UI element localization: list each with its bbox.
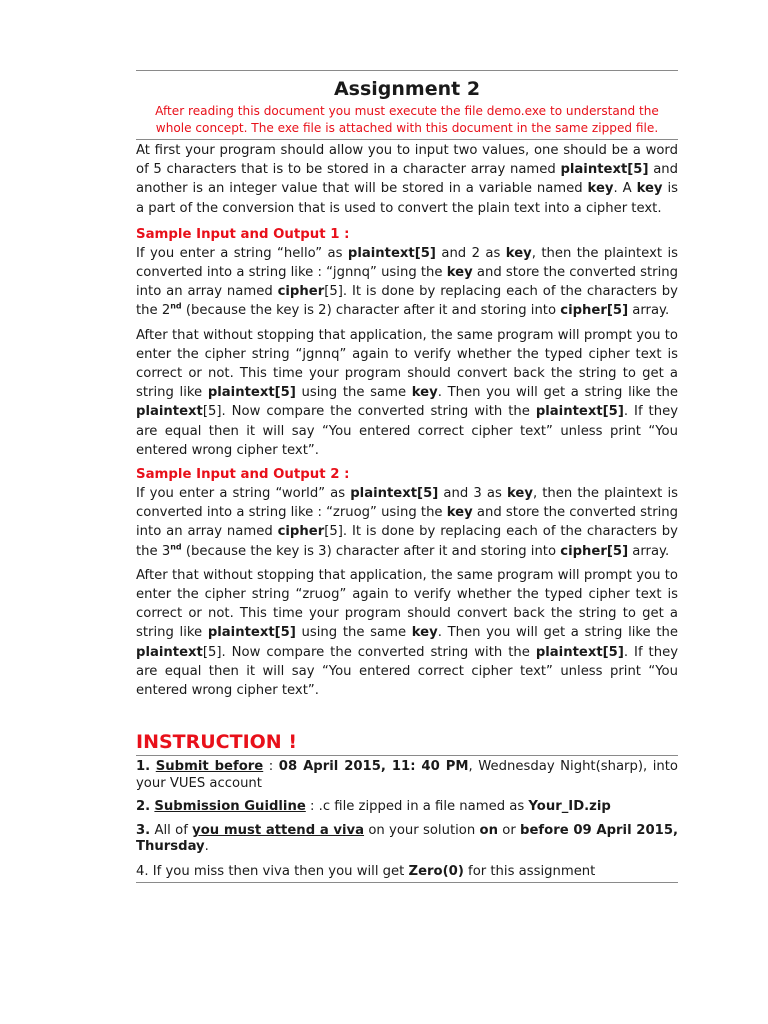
text: If you enter a string “hello” as: [136, 245, 348, 261]
text: , then the plaintext is converted into a string like : “jgnnq” using the: [136, 245, 679, 281]
text: After that without stopping that application, the same program will prompt you to enter the cipher string “jgnnq” again to verify whether the typed cipher text is correct or not. This time your program should convert back the string to get a string like: [136, 327, 678, 401]
instruction-item-4: [136, 864, 678, 881]
text: .: [204, 839, 209, 855]
bold-text: plaintext[5]: [535, 644, 624, 660]
bold-text: cipher: [277, 524, 325, 540]
sample-2-paragraph-2: [136, 566, 678, 700]
text: , then the plaintext is converted into a string like : “zruog” using the: [136, 486, 678, 521]
text: . Then you will get a string like the: [437, 625, 678, 641]
text: . If they are equal then it will say “You entered correct cipher text” unless print “You entered wrong cipher text”.: [136, 404, 678, 458]
text: If you enter a string “world” as: [136, 486, 351, 502]
note-rule: [136, 139, 678, 140]
bold-text: key: [505, 245, 532, 261]
bold-text: on: [479, 822, 498, 838]
bold-text: before 09 April 2015, Thursday: [136, 822, 679, 855]
text: After that without stopping that application, the same program will prompt you to enter the cipher string “zruog” again to verify whether the typed cipher text is correct or not. This time your program should convert back the string to get a string like: [136, 567, 678, 641]
text: and 3 as: [438, 486, 507, 502]
text: 4. If you miss then viva then you will get: [136, 863, 409, 879]
instruction-heading: INSTRUCTION !: [136, 731, 297, 754]
bold-text: key: [446, 265, 473, 281]
bold-text: plaintext[5]: [207, 385, 296, 401]
bottom-rule: [136, 882, 678, 883]
intro-text: . A: [613, 181, 637, 197]
intro-text: At first your program should allow you to input two values, one should be a word of 5 characters that is to be stored in a character array named: [136, 143, 678, 178]
text: [5]. Now compare the converted string with the: [202, 404, 536, 420]
text: . Then you will get a string like the: [437, 385, 678, 401]
page-title: Assignment 2: [333, 78, 481, 100]
note-line-1: After reading this document you must execute the file demo.exe to understand the: [155, 104, 659, 118]
bold-text: plaintext: [136, 644, 203, 660]
text: array.: [628, 303, 670, 319]
bold-text: plaintext: [136, 404, 203, 420]
bold-text: plaintext[5]: [535, 404, 624, 420]
text: and 2 as: [435, 245, 506, 261]
bold-text: key: [411, 625, 438, 641]
document-page: [136, 70, 678, 883]
intro-text: is a part of the conversion that is used to convert the plain text into a cipher text.: [136, 181, 678, 216]
text: using the same: [295, 625, 412, 641]
bold-text: Zero(0): [408, 863, 464, 879]
item-number: 3.: [136, 822, 151, 838]
bold-text: key: [446, 505, 473, 521]
intro-bold: plaintext[5]: [560, 162, 649, 178]
text: and store the converted string into an array named: [136, 265, 678, 300]
item-label: Submission Guidline: [154, 799, 306, 815]
text: and store the converted string into an array named: [136, 505, 679, 540]
text: All of: [150, 822, 193, 838]
item-number: 1.: [136, 759, 151, 775]
text: on your solution: [364, 822, 480, 838]
text: array.: [628, 543, 670, 559]
text: or: [497, 822, 521, 838]
text: [5]. It is done by replacing each of the characters by the 2: [136, 284, 678, 319]
text: using the same: [295, 385, 412, 401]
bold-text: plaintext[5]: [347, 245, 436, 261]
sample-1-paragraph-2: [136, 326, 678, 460]
text: : .c file zipped in a file named as: [305, 799, 529, 815]
text: [5]. Now compare the converted string with the: [202, 644, 536, 660]
bold-text: cipher[5]: [560, 303, 629, 319]
red-note: [136, 103, 678, 137]
item-number: 2.: [136, 799, 151, 815]
intro-bold: key: [636, 181, 663, 197]
bold-text: plaintext[5]: [350, 486, 439, 502]
instruction-item-2: [136, 799, 678, 816]
note-line-2: whole concept. The exe file is attached with this document in the same zipped file.: [155, 121, 659, 135]
underlined-text: you must attend a viva: [192, 822, 365, 838]
bold-text: cipher: [277, 284, 325, 300]
instruction-rule: [136, 755, 678, 756]
bold-text: key: [506, 486, 533, 502]
sample-1-heading: Sample Input and Output 1 :: [136, 226, 350, 242]
text: (because the key is 3) character after it and storing into: [181, 543, 561, 559]
deadline-date: 08 April 2015, 11: 40 PM: [278, 759, 469, 775]
superscript: nd: [170, 542, 182, 552]
intro-bold: key: [587, 181, 614, 197]
bold-text: plaintext[5]: [207, 625, 296, 641]
intro-paragraph: [136, 141, 678, 218]
item-label: Submit before: [155, 759, 264, 775]
intro-text: and another is an integer value that will be stored in a variable named: [136, 162, 678, 197]
superscript: nd: [170, 302, 182, 312]
text: for this assignment: [463, 863, 596, 879]
bold-text: Your_ID.zip: [528, 799, 611, 815]
sample-2-heading: Sample Input and Output 2 :: [136, 467, 350, 483]
sample-1-paragraph-1: [136, 244, 678, 321]
text: . If they are equal then it will say “You entered correct cipher text” unless print “You entered wrong cipher text”.: [136, 644, 678, 699]
bold-text: key: [411, 385, 438, 401]
text: [5]. It is done by replacing each of the characters by the 3: [136, 524, 678, 559]
bold-text: cipher[5]: [560, 543, 629, 559]
text: :: [263, 759, 279, 775]
text: (because the key is 2) character after it and storing into: [181, 303, 561, 319]
instruction-item-3: [136, 823, 678, 856]
instruction-item-1: [136, 759, 678, 792]
top-rule: [136, 70, 678, 71]
text: , Wednesday Night(sharp), into your VUES account: [136, 759, 678, 791]
sample-2-paragraph-1: [136, 484, 678, 561]
